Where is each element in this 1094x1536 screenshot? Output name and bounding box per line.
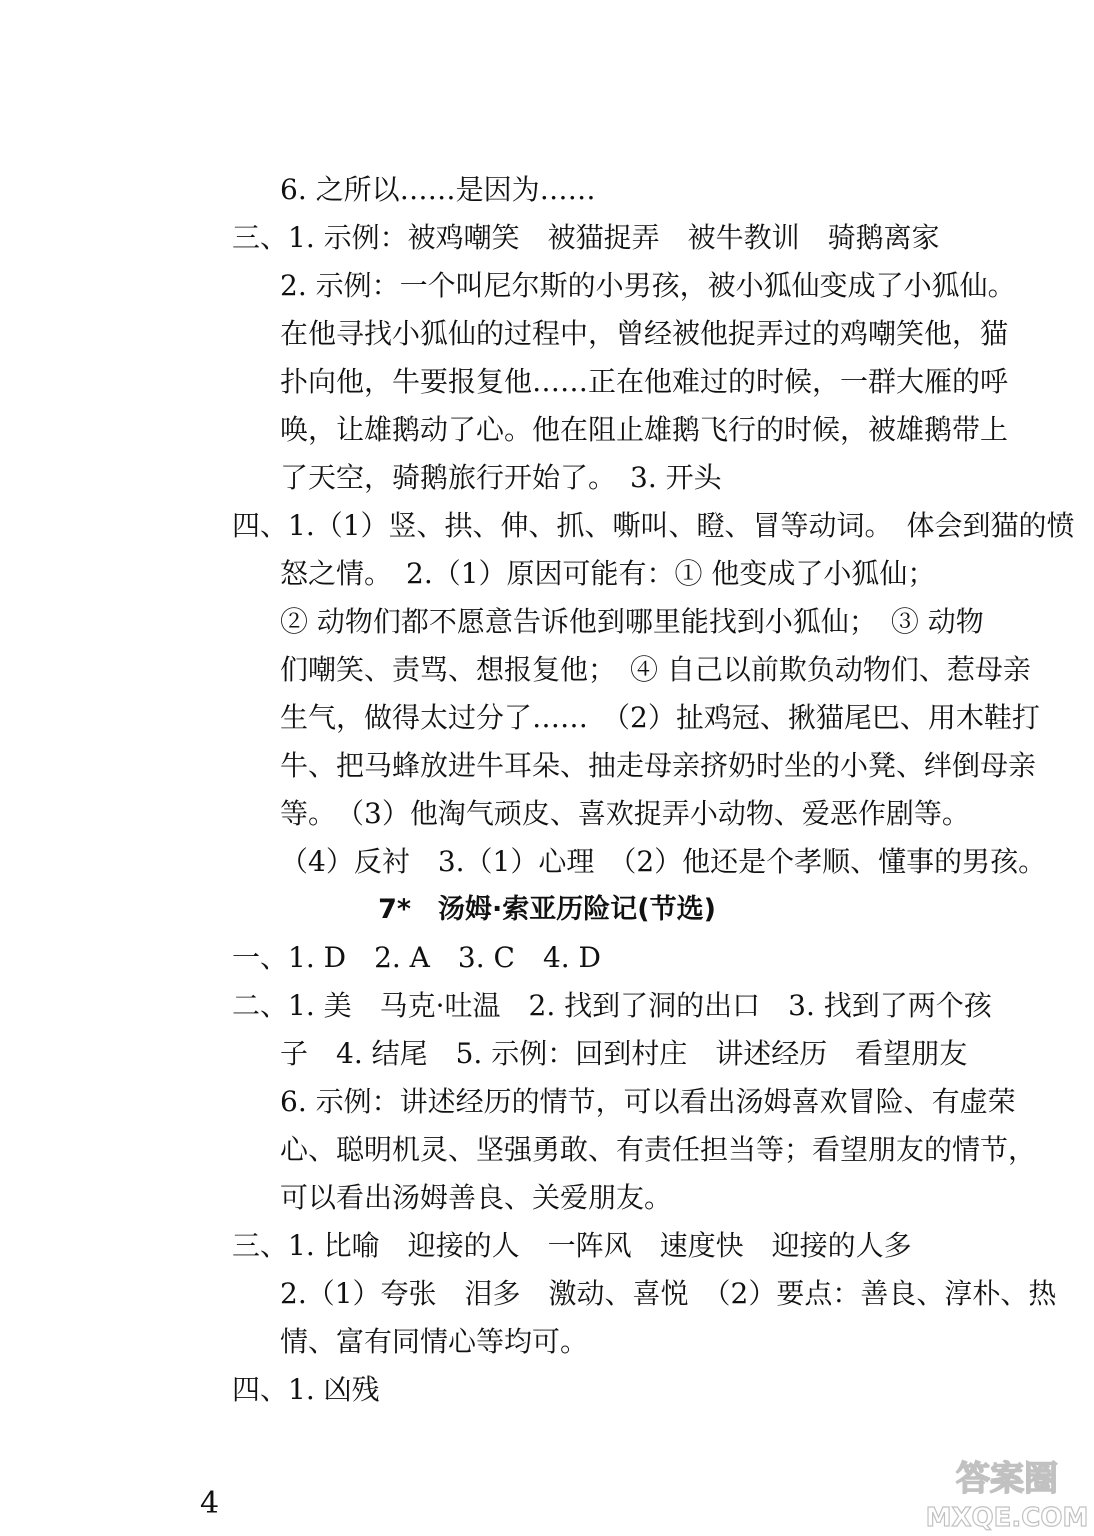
answer-line: 三、1. 示例：被鸡嘲笑 被猫捉弄 被牛教训 骑鹅离家: [232, 221, 940, 254]
answer-line: 6. 之所以……是因为……: [280, 173, 596, 206]
page-number: 4: [200, 1486, 220, 1521]
watermark-top: 答案圈: [956, 1459, 1058, 1499]
answer-line: 二、1. 美 马克·吐温 2. 找到了洞的出口 3. 找到了两个孩: [232, 989, 992, 1022]
answer-line: 2.（1）夸张 泪多 激动、喜悦 （2）要点：善良、淳朴、热: [280, 1277, 1057, 1310]
answer-line: 四、1.（1）竖、拱、伸、抓、嘶叫、瞪、冒等动词。 体会到猫的愤: [232, 509, 1075, 542]
answer-line: 2. 示例：一个叫尼尔斯的小男孩，被小狐仙变成了小狐仙。: [280, 269, 1016, 302]
answer-line: 在他寻找小狐仙的过程中，曾经被他捉弄过的鸡嘲笑他，猫: [280, 317, 1009, 350]
answer-line: 怒之情。 2.（1）原因可能有：① 他变成了小狐仙；: [280, 557, 936, 590]
answer-line: ② 动物们都不愿意告诉他到哪里能找到小狐仙； ③ 动物: [280, 605, 984, 638]
answer-line: 子 4. 结尾 5. 示例：回到村庄 讲述经历 看望朋友: [280, 1037, 968, 1070]
section-title: 7* 汤姆·索亚历险记(节选): [378, 894, 716, 925]
answer-line: 牛、把马蜂放进牛耳朵、抽走母亲挤奶时坐的小凳、绊倒母亲: [280, 749, 1037, 782]
answer-line: 生气，做得太过分了…… （2）扯鸡冠、揪猫尾巴、用木鞋打: [280, 701, 1040, 734]
answer-line: 情、富有同情心等均可。: [280, 1325, 589, 1358]
watermark-logo: [925, 1452, 1090, 1532]
answer-line: 四、1. 凶残: [232, 1373, 380, 1406]
answer-line: （4）反衬 3.（1）心理 （2）他还是个孝顺、懂事的男孩。: [280, 845, 1047, 878]
answer-line: 们嘲笑、责骂、想报复他； ④ 自己以前欺负动物们、惹母亲: [280, 653, 1031, 686]
answer-line: 一、1. D 2. A 3. C 4. D: [232, 941, 602, 974]
answer-line: 扑向他，牛要报复他……正在他难过的时候，一群大雁的呼: [280, 365, 1009, 398]
answer-line: 三、1. 比喻 迎接的人 一阵风 速度快 迎接的人多: [232, 1229, 912, 1262]
answer-line: 心、聪明机灵、坚强勇敢、有责任担当等；看望朋友的情节，: [280, 1133, 1037, 1166]
answer-line: 唤，让雄鹅动了心。他在阻止雄鹅飞行的时候，被雄鹅带上: [280, 413, 1009, 446]
answer-line: 可以看出汤姆善良、关爱朋友。: [280, 1181, 673, 1214]
answer-line: 了天空，骑鹅旅行开始了。 3. 开头: [280, 461, 722, 494]
watermark-bottom: MXQE.COM: [925, 1503, 1089, 1532]
answer-line: 等。 （3）他淘气顽皮、喜欢捉弄小动物、爱恶作剧等。: [280, 797, 970, 830]
answer-line: 6. 示例：讲述经历的情节，可以看出汤姆喜欢冒险、有虚荣: [280, 1085, 1016, 1118]
